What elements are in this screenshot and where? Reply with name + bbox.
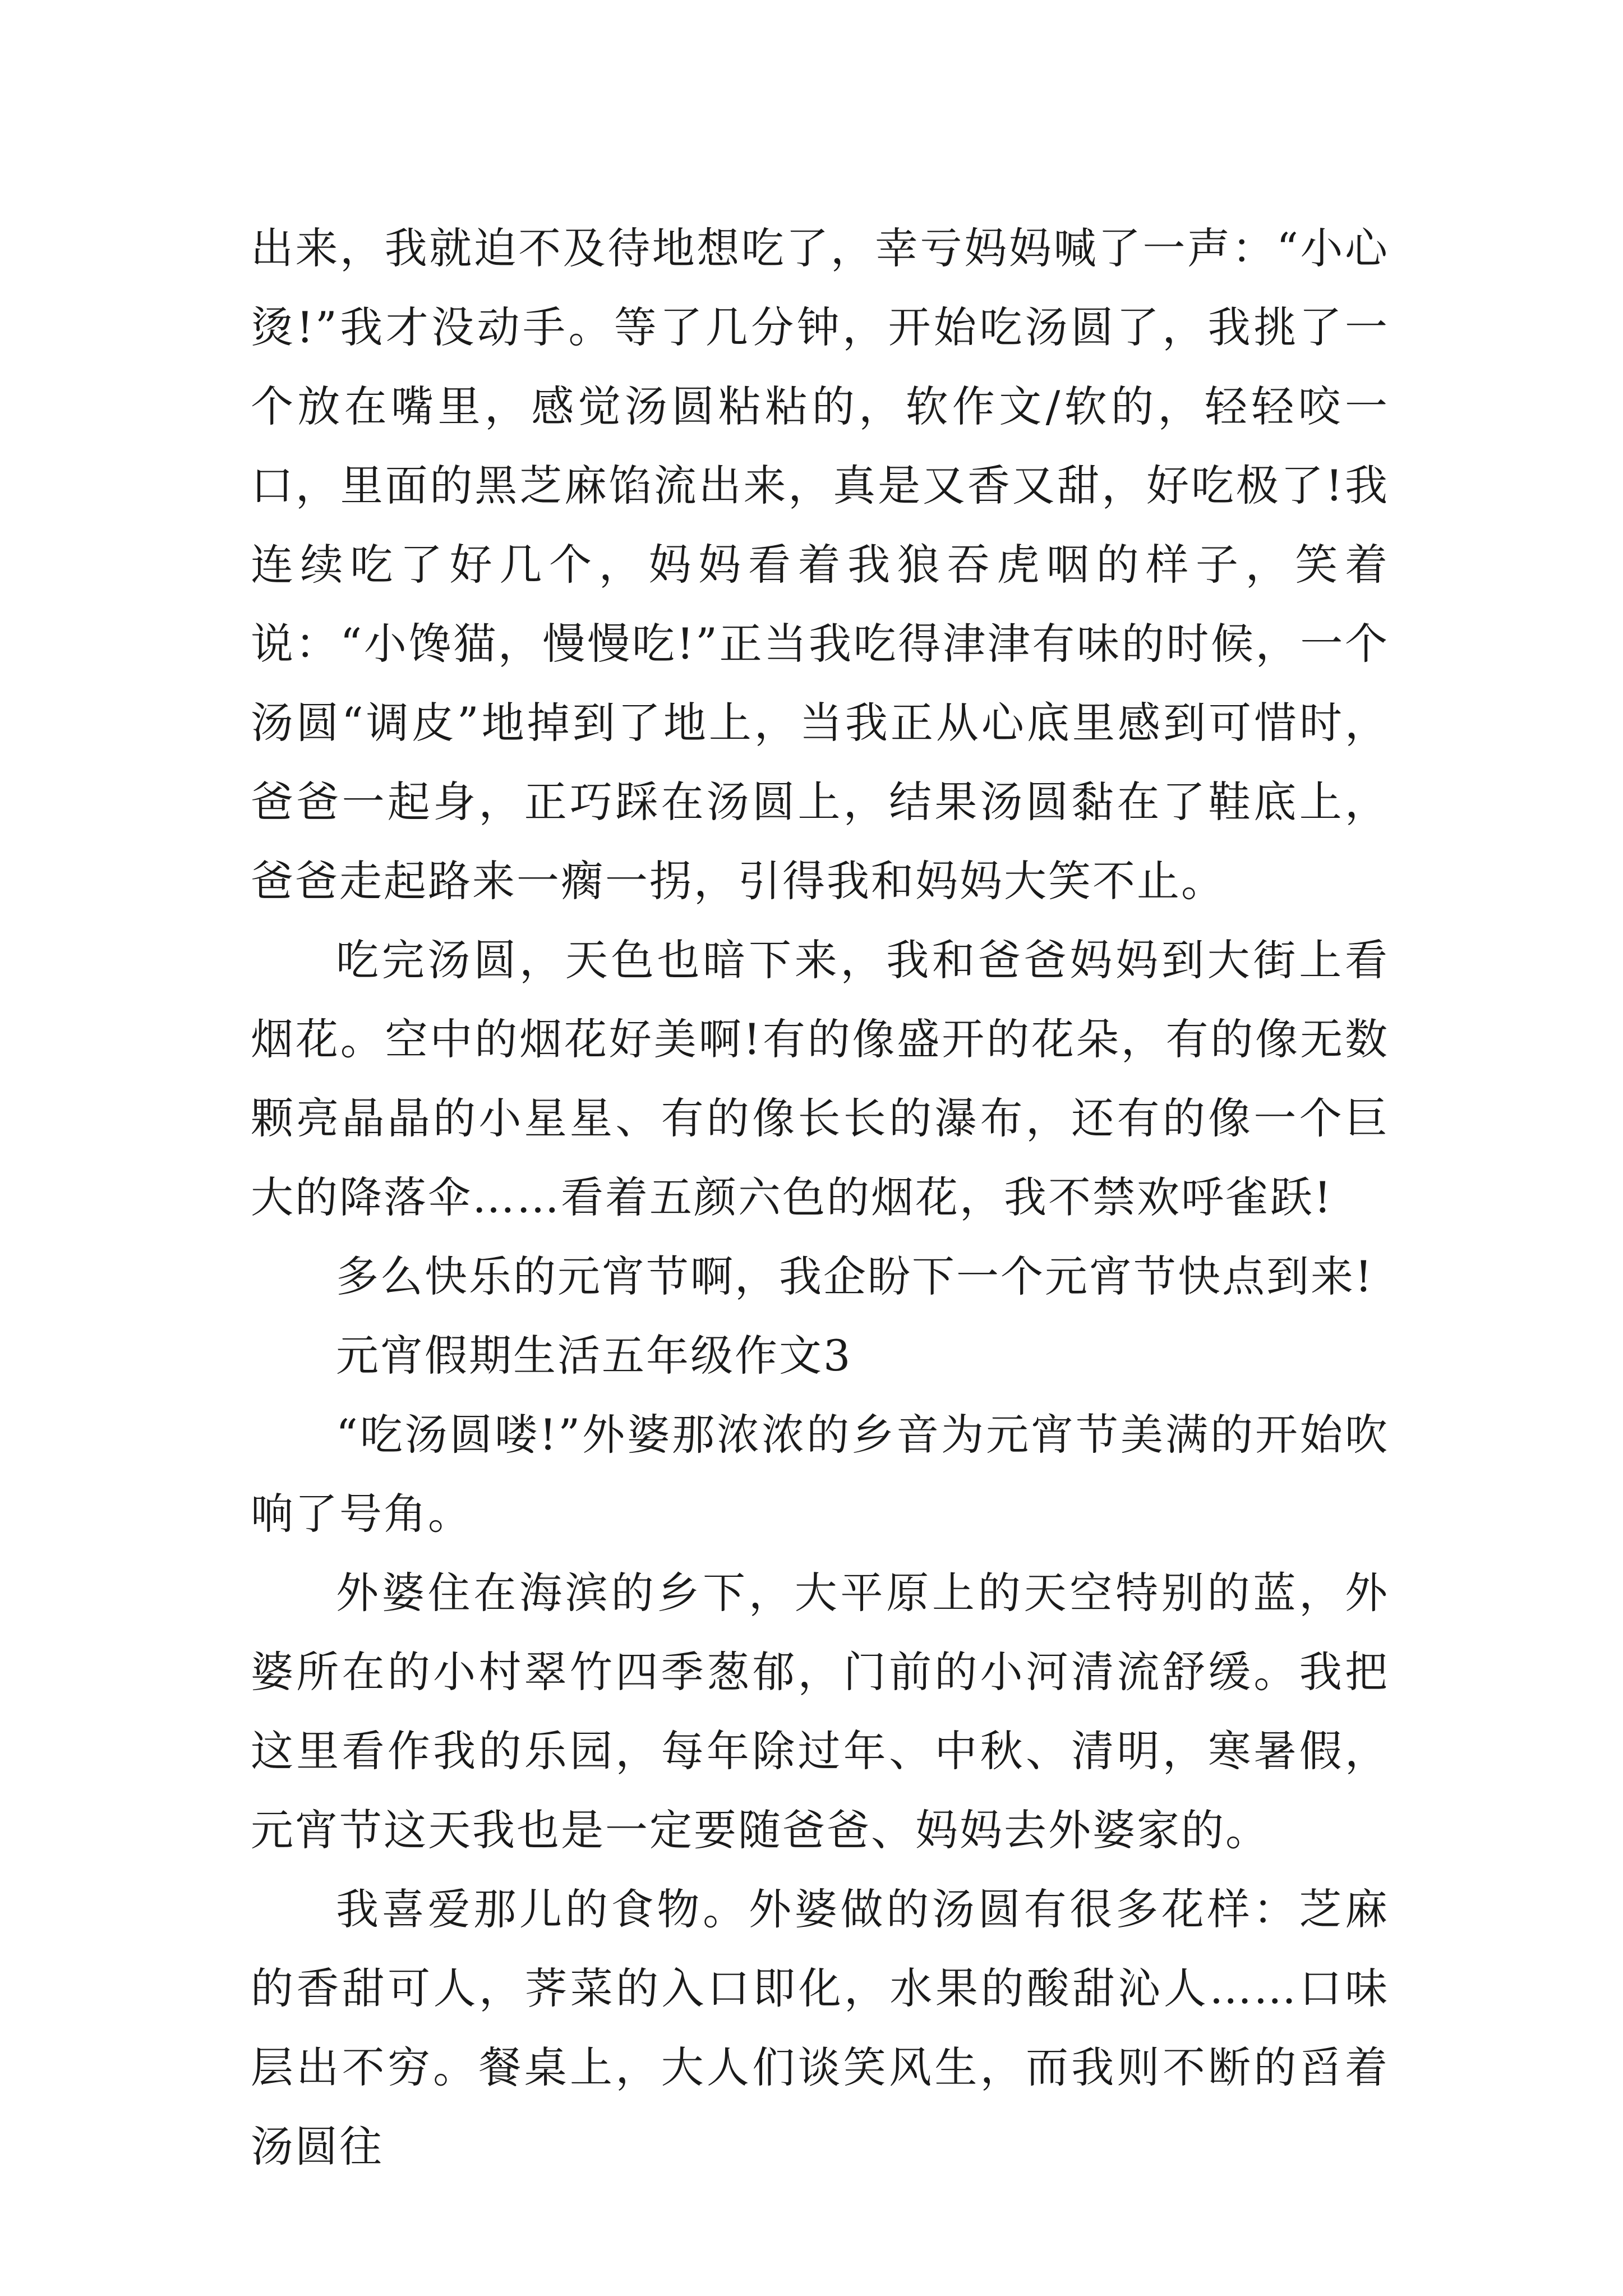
paragraph-6: 我喜爱那儿的食物。外婆做的汤圆有很多花样：芝麻的香甜可人，荠菜的入口即化，水果的酸甜沁人……口味层出不穷。餐桌上，大人们谈笑风生，而我则不断的舀着汤圆往 bbox=[251, 1884, 1389, 2171]
section-heading: 元宵假期生活五年级作文3 bbox=[336, 1331, 852, 1381]
paragraph-3: 多么快乐的元宵节啊，我企盼下一个元宵节快点到来! bbox=[336, 1251, 1374, 1301]
document-body bbox=[251, 209, 1389, 2186]
paragraph-5: 外婆住在海滨的乡下，大平原上的天空特别的蓝，外婆所在的小村翠竹四季葱郁，门前的小河清流舒缓。我把这里看作我的乐园，每年除过年、中秋、清明，寒暑假，元宵节这天我也是一定要随爸爸、妈妈去外婆家的。 bbox=[251, 1568, 1389, 1855]
paragraph-2: 吃完汤圆，天色也暗下来，我和爸爸妈妈到大街上看烟花。空中的烟花好美啊!有的像盛开的花朵，有的像无数颗亮晶晶的小星星、有的像长长的瀑布，还有的像一个巨大的降落伞……看着五颜六色的烟花，我不禁欢呼雀跃! bbox=[251, 935, 1389, 1222]
paragraph-1: 出来，我就迫不及待地想吃了，幸亏妈妈喊了一声：“小心烫!”我才没动手。等了几分钟，开始吃汤圆了，我挑了一个放在嘴里，感觉汤圆粘粘的，软作文/软的，轻轻咬一口，里面的黑芝麻馅流出来，真是又香又甜，好吃极了!我连续吃了好几个，妈妈看着我狼吞虎咽的样子，笑着说：“小馋猫，慢慢吃!”正当我吃得津津有味的时候，一个汤圆“调皮”地掉到了地上，当我正从心底里感到可惜时，爸爸一起身，正巧踩在汤圆上，结果汤圆黏在了鞋底上，爸爸走起路来一瘸一拐，引得我和妈妈大笑不止。 bbox=[251, 223, 1389, 906]
paragraph-4: “吃汤圆喽!”外婆那浓浓的乡音为元宵节美满的开始吹响了号角。 bbox=[251, 1410, 1389, 1539]
